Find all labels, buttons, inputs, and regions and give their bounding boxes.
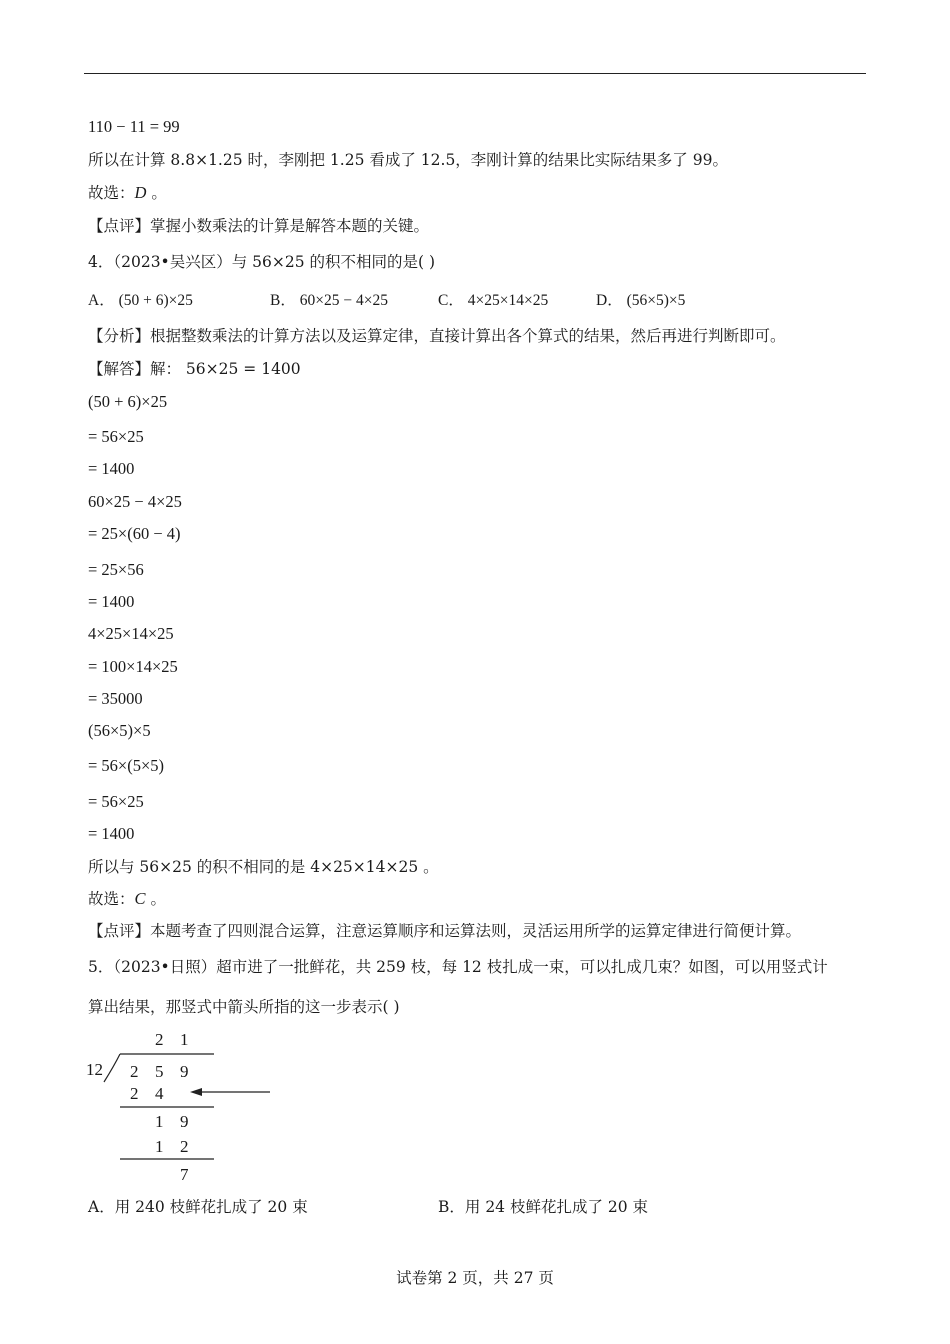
dividend-digit: 9: [180, 1062, 189, 1081]
question-5: 5．（2023•日照）超市进了一批鲜花，共 259 枝，每 12 枝扎成一束，可以扎成几束？如图，可以用竖式计: [88, 958, 828, 976]
step-line: = 100×14×25: [88, 657, 178, 676]
q4-option-d[interactable]: D． (56×5)×5: [596, 292, 686, 309]
step-line: 4×25×14×25: [88, 624, 174, 643]
solution-line: 【解答】解： 56×25 = 1400: [88, 360, 301, 378]
comment-line: 【点评】掌握小数乘法的计算是解答本题的关键。: [88, 217, 430, 235]
header-rule: [84, 73, 866, 74]
step-line: = 25×56: [88, 560, 144, 579]
product-digit: 1: [155, 1137, 164, 1156]
long-division-figure: [84, 1024, 284, 1184]
step-line: = 35000: [88, 689, 143, 708]
arrow-head: [190, 1088, 202, 1096]
quotient-digit: 2: [155, 1030, 164, 1049]
q4-option-b[interactable]: B． 60×25 − 4×25: [270, 292, 388, 309]
question-5-cont: 算出结果，那竖式中箭头所指的这一步表示( ): [88, 998, 400, 1016]
conclusion-line: 所以在计算 8.8×1.25 时，李刚把 1.25 看成了 12.5，李刚计算的结果比实际结果多了 99。: [88, 151, 728, 169]
dividend-digit: 5: [155, 1062, 164, 1081]
step-line: = 56×25: [88, 792, 144, 811]
q5-option-a[interactable]: A．用 240 枝鲜花扎成了 20 束: [88, 1198, 308, 1216]
step-line: = 56×25: [88, 427, 144, 446]
step-line: (56×5)×5: [88, 721, 151, 740]
remainder-digit: 9: [180, 1112, 189, 1131]
product-digit: 2: [130, 1084, 139, 1103]
quotient-digit: 1: [180, 1030, 189, 1049]
answer-letter: D: [134, 183, 147, 202]
question-4: 4．（2023•吴兴区）与 56×25 的积不相同的是( ): [88, 253, 436, 271]
answer-line: [88, 889, 166, 909]
analysis-line: 【分析】根据整数乘法的计算方法以及运算定律，直接计算出各个算式的结果，然后再进行判断即可。: [88, 327, 786, 345]
product-digit: 2: [180, 1137, 189, 1156]
product-digit: 4: [155, 1084, 164, 1103]
division-bracket: [104, 1054, 120, 1082]
answer-label: 故选：: [88, 184, 135, 202]
step-line: = 1400: [88, 592, 135, 611]
comment-line: 【点评】本题考查了四则混合运算，注意运算顺序和运算法则，灵活运用所学的运算定律进行简便计算。: [88, 922, 802, 940]
step-line: = 56×(5×5): [88, 756, 165, 775]
answer-suffix: 。: [145, 890, 166, 908]
answer-label: 故选：: [88, 890, 135, 908]
step-line: (50 + 6)×25: [88, 392, 168, 411]
answer-letter: C: [134, 889, 146, 908]
q5-option-b[interactable]: B．用 24 枝鲜花扎成了 20 束: [438, 1198, 649, 1216]
q4-option-c[interactable]: C． 4×25×14×25: [438, 292, 549, 309]
calc-line: 110 − 11 = 99: [88, 117, 180, 136]
step-line: = 1400: [88, 459, 135, 478]
step-line: = 25×(60 − 4): [88, 524, 181, 543]
q4-option-a[interactable]: A． (50 + 6)×25: [88, 292, 193, 309]
final-remainder: 7: [180, 1165, 189, 1184]
step-line: 60×25 − 4×25: [88, 492, 182, 511]
conclusion-line: 所以与 56×25 的积不相同的是 4×25×14×25 。: [88, 858, 439, 876]
page-footer: 试卷第 2 页，共 27 页: [396, 1269, 554, 1287]
answer-line: [88, 183, 167, 203]
step-line: = 1400: [88, 824, 135, 843]
divisor: 12: [86, 1060, 103, 1079]
dividend-digit: 2: [130, 1062, 139, 1081]
answer-suffix: 。: [146, 184, 167, 202]
remainder-digit: 1: [155, 1112, 164, 1131]
